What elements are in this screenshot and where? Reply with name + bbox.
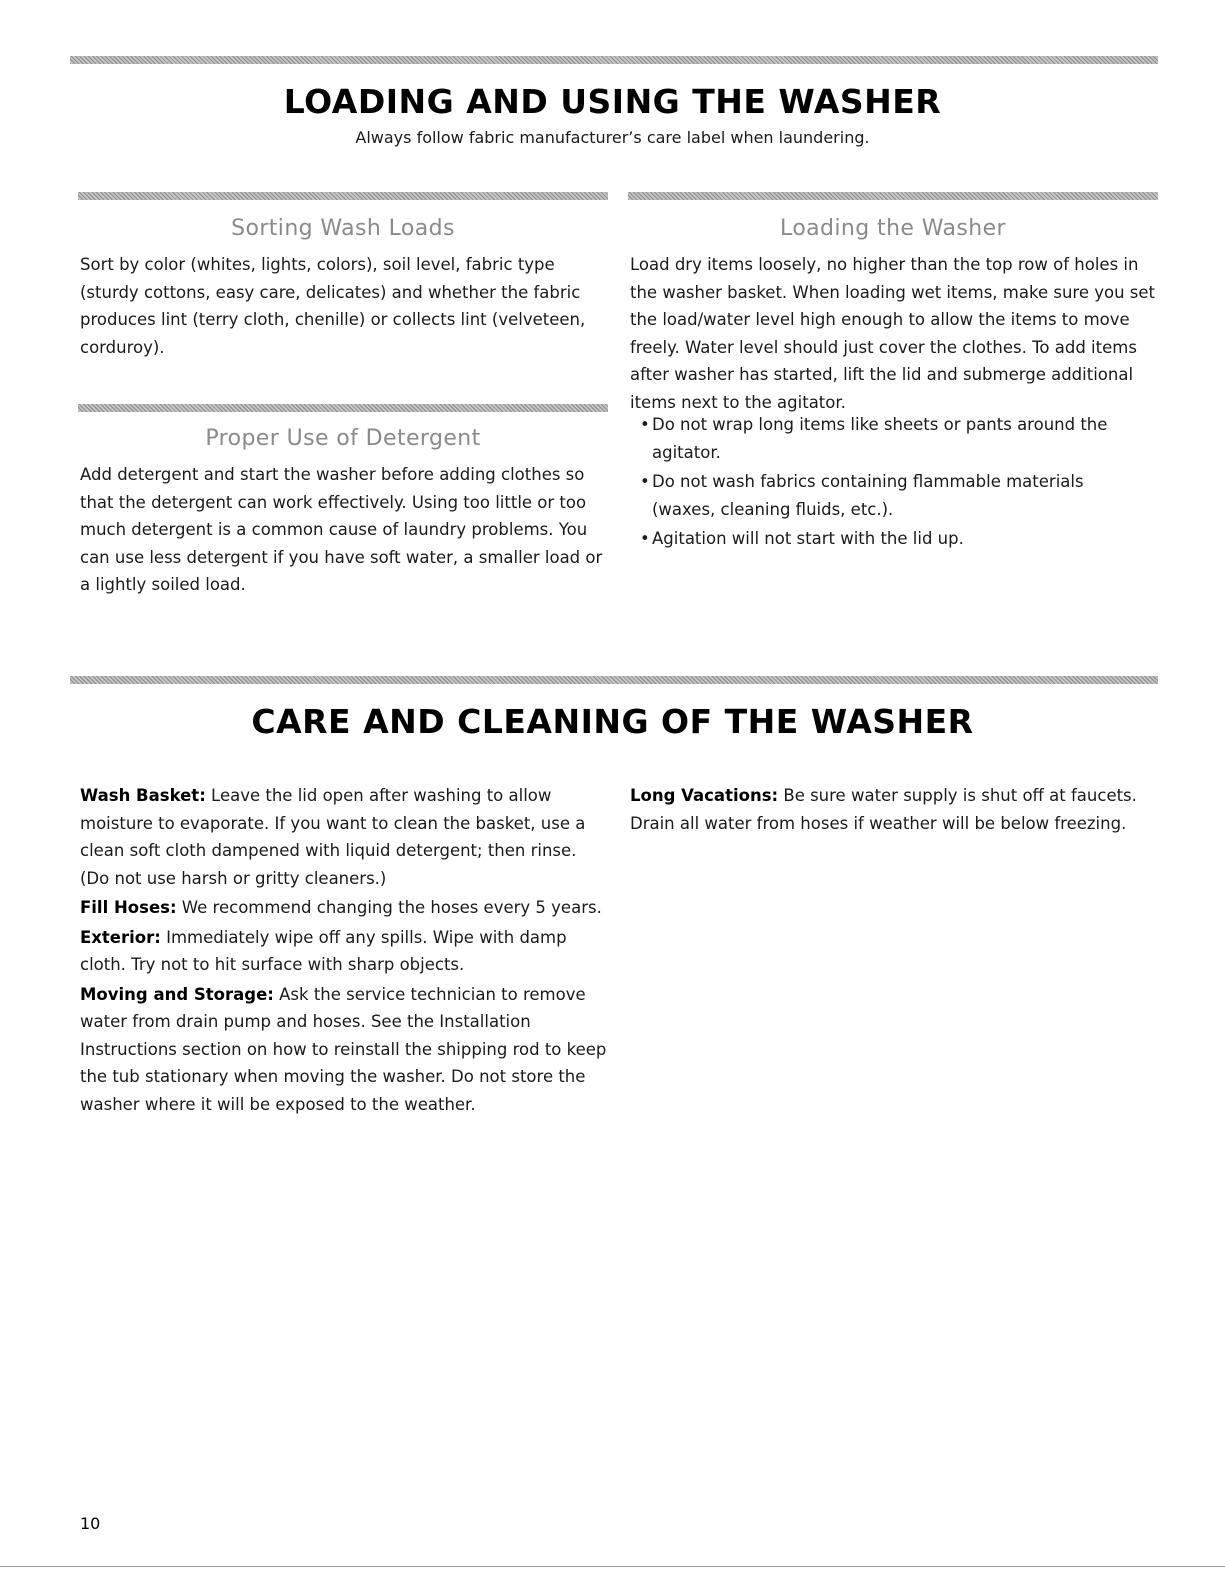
top-divider bbox=[70, 56, 1158, 64]
care-text: Immediately wipe off any spills. Wipe with damp cloth. Try not to hit surface with sharp objects. bbox=[80, 927, 567, 974]
list-item bbox=[630, 468, 1150, 523]
detergent-body: Add detergent and start the washer before adding clothes so that the detergent can work effectively. Using too little or too much detergent is a common cause of laundry problems. You can use less detergent if you have soft water, a smaller load or a lightly soiled load. bbox=[80, 465, 603, 594]
bottom-edge-line bbox=[0, 1566, 1225, 1567]
care-text: Be sure water supply is shut off at faucets. Drain all water from hoses if weather will be below freezing. bbox=[630, 786, 1137, 833]
detergent-section-title: Proper Use of Detergent bbox=[205, 426, 481, 451]
loading-divider bbox=[628, 192, 1158, 200]
bullet-icon: • bbox=[640, 529, 650, 548]
care-term: Moving and Storage: bbox=[80, 984, 274, 1004]
loading-bullet-list bbox=[630, 411, 1150, 555]
loading-section-title: Loading the Washer bbox=[780, 216, 1006, 241]
care-item-exterior bbox=[80, 924, 610, 979]
care-term: Wash Basket: bbox=[80, 786, 206, 805]
list-item bbox=[630, 525, 1150, 553]
care-right-column bbox=[630, 782, 1158, 837]
care-item-long-vacations bbox=[630, 782, 1158, 837]
bullet-text: Agitation will not start with the lid up. bbox=[652, 529, 964, 548]
care-divider bbox=[70, 676, 1158, 684]
care-title: CARE AND CLEANING OF THE WASHER bbox=[251, 702, 974, 741]
detergent-divider bbox=[78, 404, 608, 412]
bullet-icon: • bbox=[640, 472, 650, 491]
care-term: Exterior: bbox=[80, 927, 161, 947]
care-text: We recommend changing the hoses every 5 years. bbox=[176, 898, 602, 917]
care-item-fill-hoses bbox=[80, 894, 610, 922]
care-text: Leave the lid open after washing to allow moisture to evaporate. If you want to clean the basket, use a clean soft cloth dampened with liquid detergent; then rinse. (Do not use harsh or gritty cleaners.) bbox=[80, 786, 586, 888]
sorting-body: Sort by color (whites, lights, colors), soil level, fabric type (sturdy cottons, easy care, delicates) and whether the fabric produces lint (terry cloth, chenille) or collects lint (velveteen, corduroy). bbox=[80, 255, 586, 357]
care-text: Ask the service technician to remove water from drain pump and hoses. See the Installation Instructions section on how to reinstall the shipping rod to keep the tub stationary when moving the washer. Do not store the washer where it will be exposed to the weather. bbox=[80, 984, 607, 1114]
care-item-wash-basket bbox=[80, 782, 610, 892]
care-term: Long Vacations: bbox=[630, 786, 779, 805]
list-item bbox=[630, 411, 1150, 466]
bullet-icon: • bbox=[640, 415, 650, 434]
page-title: LOADING AND USING THE WASHER bbox=[283, 82, 942, 121]
loading-body: Load dry items loosely, no higher than the top row of holes in the washer basket. When loading wet items, make sure you set the load/water level high enough to allow the items to move freely. Water level should just cover the clothes. To add items after washer has started, lift the lid and submerge additional items next to the agitator. bbox=[630, 255, 1155, 412]
care-left-column bbox=[80, 782, 610, 1118]
care-item-moving-storage bbox=[80, 981, 610, 1119]
page-subtitle: Always follow fabric manufacturer’s care label when laundering. bbox=[355, 128, 870, 147]
bullet-text: Do not wash fabrics containing flammable materials (waxes, cleaning fluids, etc.). bbox=[652, 472, 1084, 519]
bullet-text: Do not wrap long items like sheets or pants around the agitator. bbox=[652, 415, 1108, 462]
sorting-divider bbox=[78, 192, 608, 200]
sorting-section-title: Sorting Wash Loads bbox=[231, 216, 455, 241]
page-number: 10 bbox=[80, 1514, 101, 1533]
care-term: Fill Hoses: bbox=[80, 898, 177, 917]
